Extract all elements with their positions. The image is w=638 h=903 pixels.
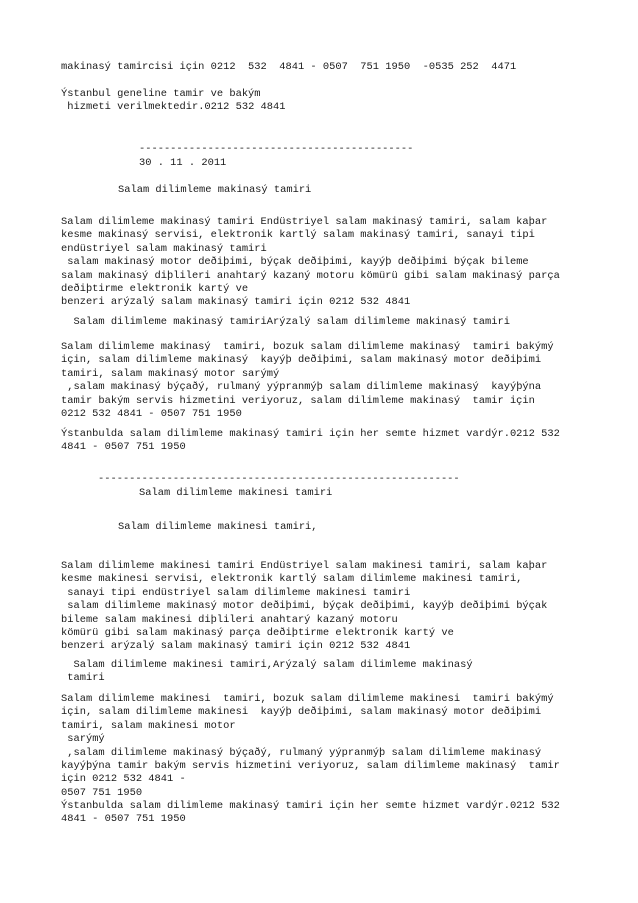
- body-paragraph: Salam dilimleme makinasý tamiri Endüstriyel salam makinasý tamiri, salam kaþar kesme makinasý servisi, elektronik kartlý salam makinasý tamiri, sanayi tipi endüstriyel salam makinasý tamiri salam makinasý motor deðiþimi, býçak deðiþimi, kayýþ deðiþimi býçak bileme salam makinasý diþlileri anahtarý kazaný motoru kömürü gibi salam makinasý parça deðiþtirme elektronik kartý ve benzeri arýzalý salam makinasý tamiri için 0212 532 4841: [61, 216, 560, 309]
- body-paragraph: Salam dilimleme makinasý tamiri, bozuk salam dilimleme makinasý tamiri bakýmý için, salam dilimleme makinasý kayýþ deðiþimi, salam makinasý motor deðiþimi tamiri, salam makinasý motor sarýmý ,salam makinasý býçaðý, rulmaný yýpranmýþ salam dilimleme makinasý kayýþýna tamir bakým servis hizmetini veriyoruz, salam dilimleme makinasý tamir için 0212 532 4841 - 0507 751 1950: [61, 341, 554, 421]
- body-paragraph: Salam dilimleme makinesi tamiri Endüstriyel salam makinesi tamiri, salam kaþar kesme makinesi servisi, elektronik kartlý salam dilimleme makinesi tamiri, sanayi tipi endüstriyel salam dilimleme makinesi tamiri salam dilimleme makinasý motor deðiþimi, býçak deðiþimi, kayýþ deðiþimi býçak bileme salam makinesi diþlileri anahtarý kazaný motoru kömürü gibi salam makinasý parça deðiþtirme elektronik kartý ve benzeri arýzalý salam makinasý tamiri için 0212 532 4841: [61, 560, 548, 653]
- section-heading: Salam dilimleme makinasý tamiri: [118, 184, 312, 196]
- separator-line: --------------------------------------------: [139, 143, 414, 155]
- intro-line: makinasý tamircisi için 0212 532 4841 - 0507 751 1950 -0535 252 4471: [61, 61, 517, 73]
- body-paragraph: Salam dilimleme makinesi tamiri, bozuk salam dilimleme makinesi tamiri bakýmý için, salam dilimleme makinesi kayýþ deðiþimi, salam makinasý motor deðiþimi tamiri, salam makinesi motor sarýmý ,salam dilimleme makinasý býçaðý, rulmaný yýpranmýþ salam dilimleme makinasý kayýþýna tamir bakým servis hizmetini veriyoruz, salam dilimleme makinasý tamir için 0212 532 4841 - 0507 751 1950: [61, 693, 560, 799]
- date-text: 30 . 11 . 2011: [139, 157, 227, 169]
- body-paragraph: Salam dilimleme makinasý tamiriArýzalý salam dilimleme makinasý tamiri: [61, 316, 510, 328]
- istanbul-service-paragraph: Ýstanbul geneline tamir ve bakým hizmeti verilmektedir.0212 532 4841: [61, 88, 286, 114]
- section-heading: Salam dilimleme makinesi tamiri: [139, 487, 333, 499]
- body-paragraph: Ýstanbulda salam dilimleme makinasý tamiri için her semte hizmet vardýr.0212 532 4841 - 0507 751 1950: [61, 428, 560, 454]
- section-heading: Salam dilimleme makinesi tamiri,: [118, 521, 318, 533]
- body-paragraph: Ýstanbulda salam dilimleme makinasý tamiri için her semte hizmet vardýr.0212 532 4841 - 0507 751 1950: [61, 800, 560, 826]
- body-paragraph: Salam dilimleme makinesi tamiri,Arýzalý salam dilimleme makinasý tamiri: [67, 659, 473, 685]
- separator-line: ----------------------------------------------------------: [98, 473, 460, 485]
